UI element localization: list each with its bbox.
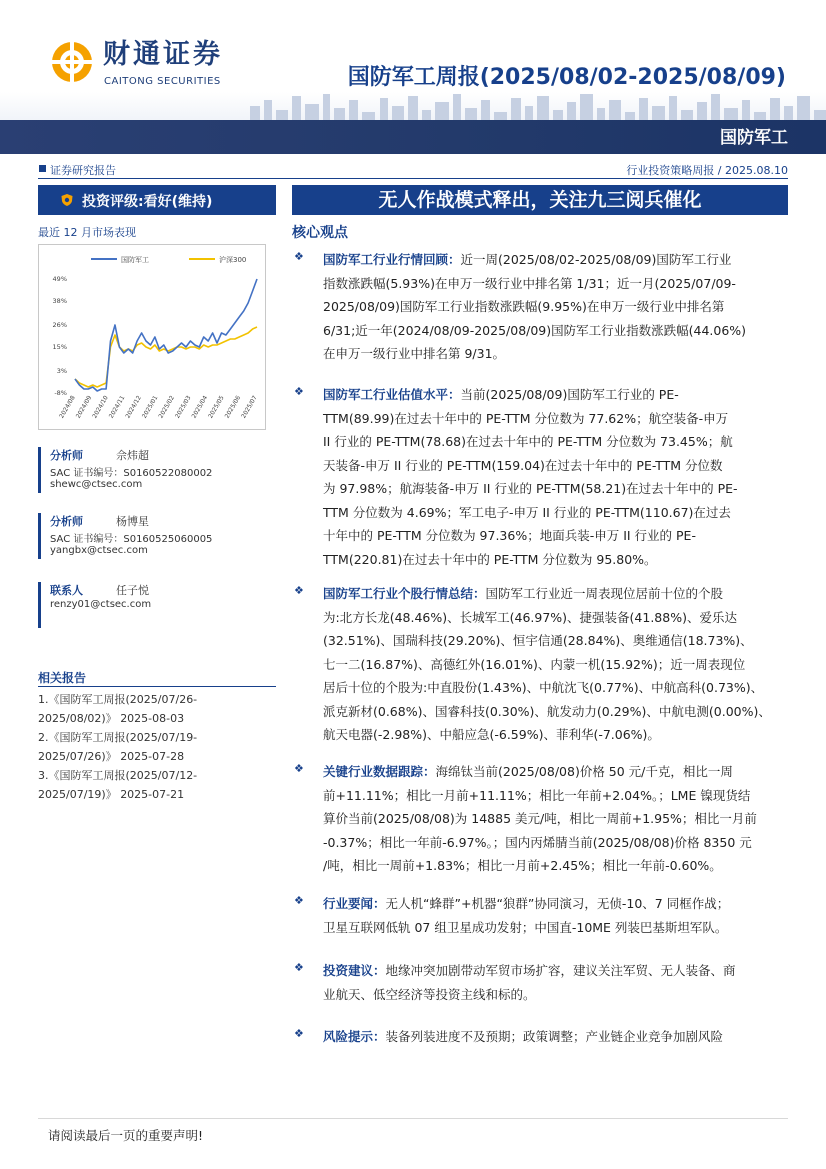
diamond-bullet-icon: ❖ bbox=[294, 385, 304, 398]
core-view-line-text: 业航天、低空经济等投资主线和标的。 bbox=[323, 986, 536, 1002]
core-view-line-text: 6/31;近一年(2024/08/09-2025/08/09)国防军工行业指数涨跌幅(44.06%) bbox=[323, 322, 747, 338]
core-view-line bbox=[323, 916, 788, 940]
caitong-logo-icon bbox=[50, 40, 94, 84]
market-performance-chart bbox=[38, 244, 266, 430]
core-view-line bbox=[323, 295, 788, 319]
core-view-line bbox=[323, 524, 788, 548]
core-view-text bbox=[323, 383, 788, 571]
core-view-line bbox=[323, 892, 788, 916]
analyst-email: shewc@ctsec.com bbox=[50, 479, 143, 490]
core-view-line bbox=[323, 807, 788, 831]
core-view-line bbox=[323, 629, 788, 653]
analyst-sac-number: SAC 证书编号：S0160522080002 bbox=[50, 468, 213, 479]
banner-band bbox=[0, 120, 826, 154]
disclaimer-note: 请阅读最后一页的重要声明! bbox=[48, 1128, 204, 1143]
divider bbox=[38, 178, 788, 179]
analyst-role: 分析师 bbox=[50, 449, 83, 462]
x-tick-label: 2025/01 bbox=[140, 394, 160, 420]
core-view-line-text: 算价当前(2025/08/08)为 14885 美元/吨，相比一周前+1.95%；相比一月前 bbox=[323, 811, 757, 826]
related-report-line: 3.《国防军工周报(2025/07/12- bbox=[38, 769, 198, 782]
core-view-line bbox=[323, 342, 788, 366]
report-title: 国防军工周报(2025/08/02-2025/08/09) bbox=[347, 65, 786, 90]
core-view-line-text: 装备列装进度不及预期；政策调整；产业链企业竞争加剧风险 bbox=[385, 1029, 724, 1044]
x-tick-label: 2024/11 bbox=[107, 394, 127, 420]
chart-caption: 最近 12 月市场表现 bbox=[38, 226, 136, 239]
core-view-line-text: 十年中的 PE-TTM 分位数为 97.36%；地面兵装-申万 II 行业的 PE- bbox=[323, 528, 696, 543]
core-view-line-text: 为:北方长龙(48.46%)、长城军工(46.97%)、捷强装备(41.88%)、爱乐达 bbox=[323, 609, 737, 625]
core-view-line-text: 2025/08/09)国防军工行业指数涨跌幅(9.95%)在申万一级行业中排名第 bbox=[323, 299, 725, 314]
industry-tag: 国防军工 bbox=[720, 128, 788, 148]
legend-label: 国防军工 bbox=[121, 256, 149, 264]
core-view-line-text: 前+11.11%；相比一月前+11.11%；相比一年前+2.04%。；LME 镍现货结 bbox=[323, 787, 751, 803]
core-view-line bbox=[323, 700, 788, 724]
x-tick-label: 2024/10 bbox=[91, 394, 110, 420]
logo-name: 财通证券 bbox=[103, 39, 223, 70]
shield-icon bbox=[60, 193, 74, 207]
legend-label: 沪深300 bbox=[219, 256, 247, 264]
core-view-line-text: 国防军工行业近一周表现位居前十位的个股 bbox=[485, 586, 724, 601]
core-view-line-text: 航天电器(-2.98%)、中船应急(-6.59%)、菲利华(-7.06%)。 bbox=[323, 727, 660, 742]
related-report-item[interactable] bbox=[38, 690, 276, 728]
analyst-name: 佘炜超 bbox=[116, 449, 149, 462]
core-view-lead: 关键行业数据跟踪： bbox=[323, 764, 436, 779]
investment-rating bbox=[38, 185, 276, 215]
analyst-role: 分析师 bbox=[50, 515, 83, 528]
contact-name: 任子悦 bbox=[116, 584, 149, 597]
core-view-line bbox=[323, 784, 788, 808]
core-view-line bbox=[323, 606, 788, 630]
x-tick-label: 2025/03 bbox=[174, 394, 193, 420]
core-view-line-text: /吨，相比一周前+1.83%；相比一月前+2.45%；相比一年前-0.60%。 bbox=[323, 858, 722, 873]
core-view-line bbox=[323, 831, 788, 855]
headline: 无人作战模式释出，关注九三阅兵催化 bbox=[292, 185, 788, 215]
related-report-line: 2.《国防军工周报(2025/07/19- bbox=[38, 731, 198, 744]
core-view-line-text: 在申万一级行业中排名第 9/31。 bbox=[323, 346, 506, 361]
y-tick-label: -8% bbox=[54, 389, 67, 397]
chart-canvas bbox=[39, 245, 265, 429]
x-tick-label: 2025/05 bbox=[207, 394, 226, 420]
core-view-lead: 国防军工行业估值水平： bbox=[323, 387, 461, 402]
core-view-line-text: 派克新材(0.68%)、国睿科技(0.30%)、航发动力(0.29%)、中航电测(0.00%)、 bbox=[323, 703, 771, 719]
core-view-line-text: 七一二(16.87%)、高德红外(16.01%)、内蒙一机(15.92%)；近一周表现位 bbox=[323, 656, 746, 672]
analyst-accent-bar bbox=[38, 513, 41, 559]
diamond-bullet-icon: ❖ bbox=[294, 584, 304, 597]
core-view-line-text: 海绵钛当前(2025/08/08)价格 50 元/千克，相比一周 bbox=[435, 764, 733, 779]
core-view-line-text: TTM 分位数为 4.69%；军工电子-申万 II 行业的 PE-TTM(110.67)在过去 bbox=[323, 504, 731, 520]
core-view-line-text: 当前(2025/08/09)国防军工行业的 PE- bbox=[460, 387, 679, 402]
core-view-line-text: 近一周(2025/08/02-2025/08/09)国防军工行业 bbox=[460, 252, 732, 267]
core-view-line bbox=[323, 548, 788, 572]
x-tick-label: 2025/04 bbox=[190, 394, 210, 420]
contact-role: 联系人 bbox=[50, 584, 83, 597]
core-views-title: 核心观点 bbox=[292, 225, 348, 241]
core-view-line-text: 居后十位的个股为:中直股份(1.43%)、中航沈飞(0.77%)、中航高科(0.73%)、 bbox=[323, 680, 764, 695]
core-view-line bbox=[323, 407, 788, 431]
core-view-line-text: 为 97.98%；航海装备-申万 II 行业的 PE-TTM(58.21)在过去十年中的 PE- bbox=[323, 481, 738, 496]
divider bbox=[38, 1118, 788, 1119]
core-view-lead: 国防军工行业行情回顾： bbox=[323, 252, 461, 267]
series-line bbox=[75, 279, 257, 391]
core-view-line-text: (32.51%)、国瑞科技(29.20%)、恒宇信通(28.84%)、奥维通信(18.73%)、 bbox=[323, 633, 753, 648]
core-view-line-text: 天装备-申万 II 行业的 PE-TTM(159.04)在过去十年中的 PE-TTM 分位数 bbox=[323, 457, 723, 473]
y-tick-label: 15% bbox=[52, 343, 67, 351]
report-kind-date: 行业投资策略周报 / 2025.08.10 bbox=[626, 164, 788, 177]
x-tick-label: 2024/09 bbox=[74, 394, 94, 420]
core-view-lead: 投资建议： bbox=[323, 963, 386, 978]
core-view-line bbox=[323, 653, 788, 677]
logo-english-name: CAITONG SECURITIES bbox=[104, 76, 221, 87]
core-view-line bbox=[323, 854, 788, 878]
core-view-line bbox=[323, 1025, 788, 1049]
core-view-line bbox=[323, 582, 788, 606]
core-view-line bbox=[323, 959, 788, 983]
analyst-email: yangbx@ctsec.com bbox=[50, 545, 148, 556]
related-report-item[interactable] bbox=[38, 766, 276, 804]
analyst-card bbox=[38, 513, 276, 559]
core-view-text bbox=[323, 760, 788, 878]
related-report-line: 2025/07/26)》 2025-07-28 bbox=[38, 750, 185, 763]
core-view-line bbox=[323, 272, 788, 296]
core-view-line-text: TTM(89.99)在过去十年中的 PE-TTM 分位数为 77.62%；航空装备-申万 bbox=[323, 410, 729, 426]
core-view-text bbox=[323, 582, 788, 747]
core-view-line-text: 无人机“蜂群”+机器“狼群”协同演习，无侦-10、7 同框作战； bbox=[385, 896, 730, 911]
diamond-bullet-icon: ❖ bbox=[294, 250, 304, 263]
related-reports-title: 相关报告 bbox=[38, 671, 87, 685]
analyst-name: 杨博星 bbox=[116, 515, 149, 528]
core-view-line bbox=[323, 430, 788, 454]
x-tick-label: 2025/02 bbox=[157, 394, 177, 420]
core-view-line-text: II 行业的 PE-TTM(78.68)在过去十年中的 PE-TTM 分位数为 73.45%；航 bbox=[323, 434, 733, 449]
core-view-line bbox=[323, 319, 788, 343]
core-view-lead: 行业要闻： bbox=[323, 896, 386, 911]
core-view-line-text: TTM(220.81)在过去十年中的 PE-TTM 分位数为 95.80%。 bbox=[323, 551, 657, 567]
doc-type: 证券研究报告 bbox=[50, 164, 116, 177]
y-tick-label: 38% bbox=[52, 297, 67, 305]
core-view-line-text: -0.37%；相比一年前-6.97%。；国内丙烯腈当前(2025/08/08)价格 8350 元 bbox=[323, 834, 752, 850]
y-tick-label: 3% bbox=[56, 367, 67, 375]
core-view-line bbox=[323, 723, 788, 747]
report-header bbox=[0, 0, 826, 160]
y-tick-label: 26% bbox=[52, 321, 67, 329]
core-view-line bbox=[323, 983, 788, 1007]
core-view-text bbox=[323, 892, 788, 939]
core-view-text bbox=[323, 248, 788, 366]
diamond-bullet-icon: ❖ bbox=[294, 894, 304, 907]
series-line bbox=[75, 327, 257, 387]
core-view-line bbox=[323, 383, 788, 407]
related-report-line: 1.《国防军工周报(2025/07/26- bbox=[38, 693, 198, 706]
core-view-line bbox=[323, 248, 788, 272]
core-view-line bbox=[323, 477, 788, 501]
core-view-lead: 国防军工行业个股行情总结： bbox=[323, 586, 486, 601]
x-tick-label: 2024/12 bbox=[124, 394, 143, 420]
core-view-line-text: 地缘冲突加剧带动军贸市场扩容，建议关注军贸、无人装备、商 bbox=[385, 963, 736, 978]
core-view-line bbox=[323, 501, 788, 525]
core-view-line-text: 指数涨跌幅(5.93%)在申万一级行业中排名第 1/31；近一月(2025/07/09- bbox=[323, 275, 736, 291]
analyst-card bbox=[38, 447, 276, 493]
related-report-line: 2025/07/19)》 2025-07-21 bbox=[38, 788, 185, 801]
divider bbox=[38, 686, 276, 687]
related-report-item[interactable] bbox=[38, 728, 276, 766]
meta-row bbox=[38, 162, 788, 178]
analyst-accent-bar bbox=[38, 582, 41, 628]
core-view-line bbox=[323, 454, 788, 478]
core-view-lead: 风险提示： bbox=[323, 1029, 386, 1044]
x-tick-label: 2024/08 bbox=[58, 394, 77, 420]
core-view-line-text: 卫星互联网低轨 07 组卫星成功发射；中国直-10ME 列装巴基斯坦军队。 bbox=[323, 919, 728, 935]
rating-label: 投资评级:看好(维持) bbox=[82, 194, 213, 210]
x-tick-label: 2025/07 bbox=[240, 394, 259, 420]
core-view-line bbox=[323, 676, 788, 700]
diamond-bullet-icon: ❖ bbox=[294, 961, 304, 974]
analyst-sac-number: SAC 证书编号：S0160525060005 bbox=[50, 534, 213, 545]
analyst-accent-bar bbox=[38, 447, 41, 493]
diamond-bullet-icon: ❖ bbox=[294, 762, 304, 775]
related-report-line: 2025/08/02)》 2025-08-03 bbox=[38, 712, 185, 725]
core-view-text bbox=[323, 959, 788, 1006]
core-view-text bbox=[323, 1025, 788, 1049]
y-tick-label: 49% bbox=[52, 275, 67, 283]
contact-card bbox=[38, 582, 276, 628]
core-view-line bbox=[323, 760, 788, 784]
x-tick-label: 2025/06 bbox=[223, 394, 243, 420]
diamond-bullet-icon: ❖ bbox=[294, 1027, 304, 1040]
contact-email: renzy01@ctsec.com bbox=[50, 599, 152, 610]
